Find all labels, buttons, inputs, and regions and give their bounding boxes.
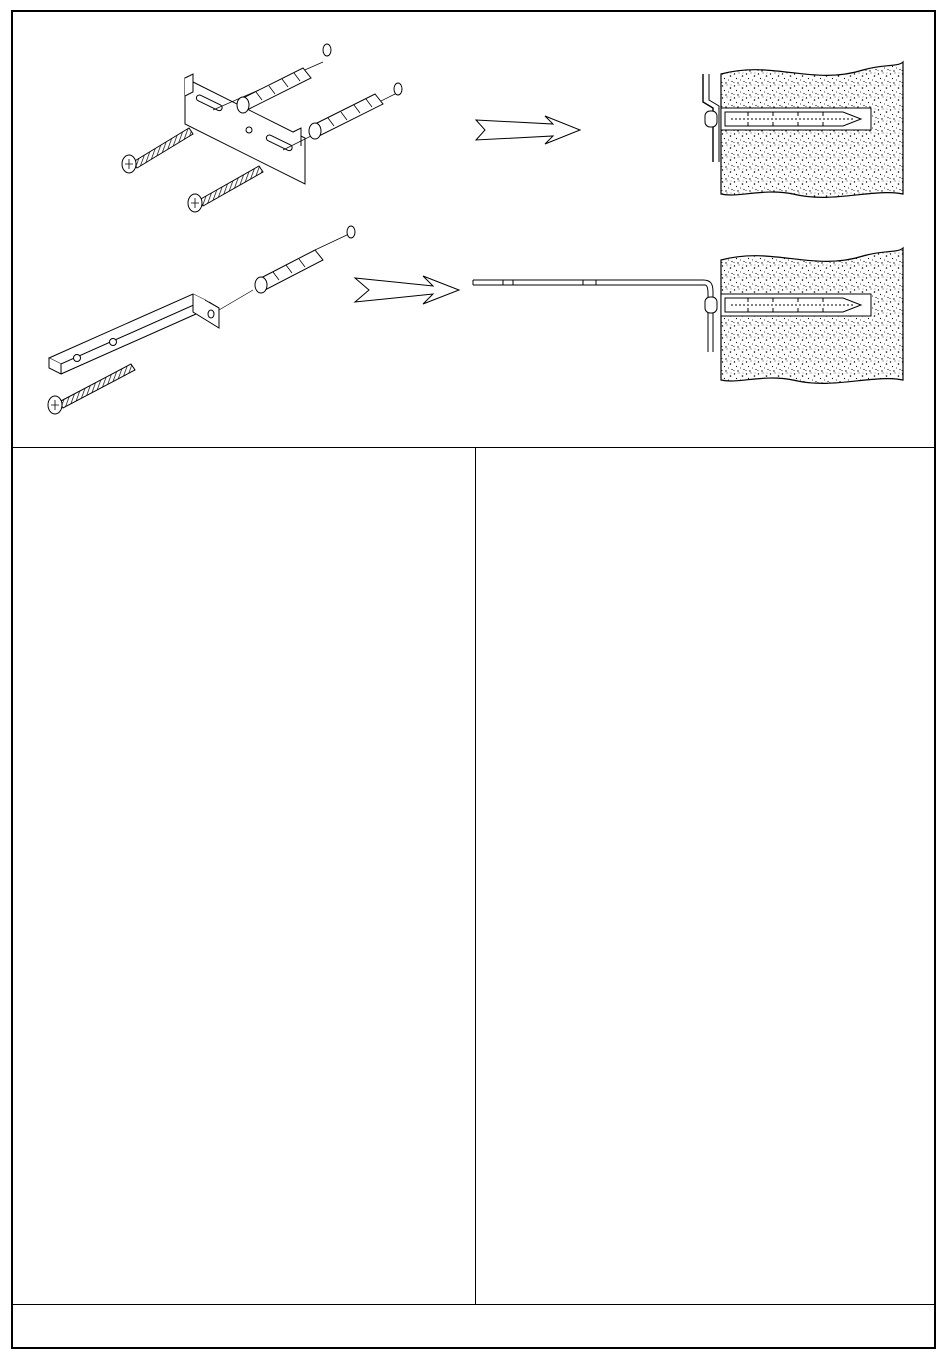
arrow-icon bbox=[355, 276, 459, 304]
right-text-panel bbox=[477, 449, 934, 1303]
bracket-icon bbox=[49, 294, 205, 364]
left-text-panel bbox=[13, 449, 474, 1303]
section-divider bbox=[13, 447, 934, 448]
washer-icon bbox=[323, 44, 331, 56]
wall-plug-icon bbox=[237, 68, 311, 113]
concrete-wall-icon bbox=[705, 248, 903, 383]
concrete-wall-icon bbox=[703, 62, 903, 197]
bracket-icon bbox=[185, 78, 305, 184]
bracket-side-view bbox=[473, 280, 713, 352]
screw-icon bbox=[122, 128, 193, 173]
mounting-illustration bbox=[13, 12, 934, 447]
footer bbox=[13, 1306, 934, 1347]
flat-bracket-kit bbox=[122, 44, 402, 212]
screw-icon bbox=[188, 166, 263, 212]
instruction-sheet bbox=[11, 10, 936, 1349]
footer-divider bbox=[13, 1304, 934, 1305]
washer-icon bbox=[394, 83, 402, 95]
column-divider bbox=[475, 447, 476, 1304]
wall-plug-icon bbox=[309, 94, 383, 139]
arrow-icon bbox=[476, 116, 580, 144]
wall-plug-icon bbox=[255, 250, 323, 293]
angle-bracket-kit bbox=[48, 226, 355, 414]
washer-icon bbox=[347, 226, 355, 238]
